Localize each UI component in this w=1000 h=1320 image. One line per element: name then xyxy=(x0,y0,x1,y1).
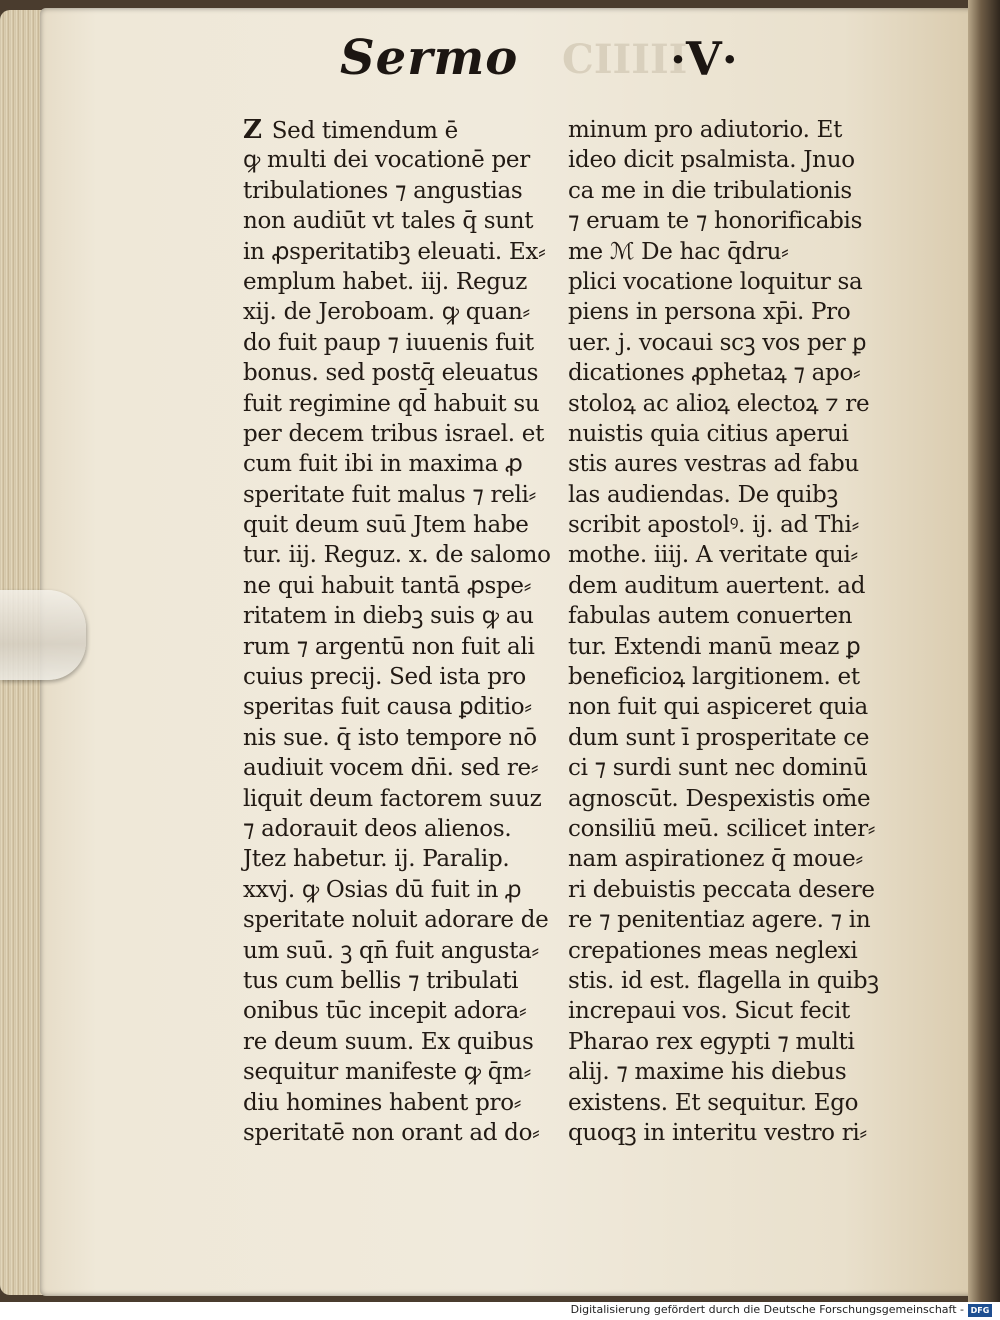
text-line xyxy=(243,510,553,540)
line-text: xij. de Jeroboam. ꝙ quan⸗ xyxy=(243,299,530,326)
running-title: Sermo xyxy=(340,30,519,86)
line-text: dum sunt ī prosperitate ce xyxy=(568,724,870,751)
text-line xyxy=(243,176,553,206)
page-clip xyxy=(0,590,86,680)
text-line xyxy=(568,1057,878,1087)
line-text: nis sue. q̄ isto tempore nō xyxy=(243,724,537,751)
line-text: me ℳ De hac q̄dru⸗ xyxy=(568,238,789,265)
line-text: ne qui habuit tantā ꝓspe⸗ xyxy=(243,572,532,599)
line-text: dem auditum auertent. ad xyxy=(568,572,866,599)
text-line xyxy=(568,753,878,783)
text-line xyxy=(568,540,878,570)
footer-bar xyxy=(0,1302,1000,1320)
line-text: minum pro adiutorio. Et xyxy=(568,117,843,143)
line-text: alij. ⁊ maxime his diebus xyxy=(568,1059,847,1086)
text-line xyxy=(243,601,553,631)
text-column-left xyxy=(243,115,553,1148)
text-line xyxy=(568,145,878,175)
text-line xyxy=(243,358,553,388)
text-line xyxy=(243,905,553,935)
text-line xyxy=(243,449,553,479)
line-text: fabulas autem conuerten xyxy=(568,603,853,630)
line-text: emplum habet. iij. Reguz xyxy=(243,268,528,295)
line-text: ꝙ multi dei vocationē per xyxy=(243,147,530,174)
line-text: non fuit qui aspiceret quia xyxy=(568,694,868,721)
text-line xyxy=(243,297,553,327)
text-line xyxy=(568,1027,878,1057)
text-line xyxy=(243,966,553,996)
line-text: dicationes ꝓphetaꝝ ⁊ apo⸗ xyxy=(568,360,861,387)
line-text: speritatē non orant ad do⸗ xyxy=(243,1119,540,1146)
text-line xyxy=(568,692,878,722)
text-line xyxy=(568,510,878,540)
line-text: xxvj. ꝙ Osias dū fuit in ꝓ xyxy=(243,876,522,903)
line-text: ri debuistis peccata desere xyxy=(568,876,875,903)
text-line xyxy=(243,844,553,874)
text-line xyxy=(243,1057,553,1087)
line-text: diu homines habent pro⸗ xyxy=(243,1089,522,1116)
line-text: beneficioꝝ largitionem. et xyxy=(568,664,860,691)
text-line xyxy=(568,662,878,692)
line-text: tur. Extendi manū meaz ꝑ xyxy=(568,633,861,660)
line-text: in ꝓsperitatibꝫ eleuati. Ex⸗ xyxy=(243,238,546,265)
text-line xyxy=(568,389,878,419)
text-line xyxy=(243,328,553,358)
text-line xyxy=(243,936,553,966)
text-line xyxy=(243,692,553,722)
line-text: tur. iij. Reguz. x. de salomo xyxy=(243,542,551,569)
text-line xyxy=(243,540,553,570)
line-text: um suū. ꝫ qn̄ fuit angusta⸗ xyxy=(243,937,539,964)
text-line xyxy=(243,632,553,662)
text-line xyxy=(568,875,878,905)
line-text: scribit apostolꝰ. ij. ad Thi⸗ xyxy=(568,512,859,539)
line-text: ⁊ adorauit deos alienos. xyxy=(243,815,512,842)
text-line xyxy=(243,206,553,236)
line-text: audiuit vocem dn̄i. sed re⸗ xyxy=(243,755,539,782)
text-line xyxy=(568,571,878,601)
text-line xyxy=(568,206,878,236)
line-text: speritas fuit causa ꝑditio⸗ xyxy=(243,694,532,721)
line-text: mothe. iiij. A veritate qui⸗ xyxy=(568,542,858,569)
line-text: ci ⁊ surdi sunt nec dominū xyxy=(568,755,868,782)
text-line xyxy=(243,784,553,814)
line-text: speritate noluit adorare de xyxy=(243,907,549,934)
line-text: Jtez habetur. ij. Paralip. xyxy=(243,846,510,873)
line-text: las audiendas. De quibꝫ xyxy=(568,481,838,508)
text-line xyxy=(568,358,878,388)
line-text: crepationes meas neglexi xyxy=(568,937,858,964)
funding-credit: Digitalisierung gefördert durch die Deutsche Forschungsgemeinschaft - xyxy=(570,1303,964,1316)
line-text: stis aures vestras ad fabu xyxy=(568,451,859,478)
text-line xyxy=(568,237,878,267)
text-line xyxy=(568,996,878,1026)
line-text: do fuit paup ⁊ iuuenis fuit xyxy=(243,329,534,356)
text-line xyxy=(568,844,878,874)
line-text: increpaui vos. Sicut fecit xyxy=(568,998,851,1025)
text-line xyxy=(243,723,553,753)
line-text: quit deum suū Jtem habe xyxy=(243,512,529,539)
initial-capital: Z xyxy=(243,115,262,145)
line-text: re ⁊ penitentiaz agere. ⁊ in xyxy=(568,907,871,934)
line-text: cuius precij. Sed ista pro xyxy=(243,664,526,691)
line-text: rum ⁊ argentū non fuit ali xyxy=(243,633,535,660)
text-line xyxy=(243,662,553,692)
text-line xyxy=(243,1027,553,1057)
show-through-text: CIIIII xyxy=(562,36,688,83)
line-text: ideo dicit psalmista. Jnuo xyxy=(568,147,855,174)
text-line xyxy=(243,753,553,783)
line-text: bonus. sed postq̄ eleuatus xyxy=(243,360,539,387)
text-line xyxy=(568,632,878,662)
line-text: Pharao rex egypti ⁊ multi xyxy=(568,1028,855,1055)
line-text: re deum suum. Ex quibus xyxy=(243,1028,534,1055)
text-line xyxy=(243,996,553,1026)
line-text: non audiūt vt tales q̄ sunt xyxy=(243,208,534,235)
text-line xyxy=(568,1088,878,1118)
text-line xyxy=(568,115,878,145)
line-text: stoloꝝ ac alioꝝ electoꝝ ⁊ re xyxy=(568,390,870,417)
text-line xyxy=(243,145,553,175)
text-line xyxy=(568,1118,878,1148)
text-line xyxy=(568,297,878,327)
line-text: uer. j. vocaui scꝫ vos per ꝑ xyxy=(568,329,867,356)
text-line xyxy=(568,267,878,297)
line-text: fuit regimine qd̄ habuit su xyxy=(243,390,540,417)
text-line xyxy=(243,571,553,601)
text-line xyxy=(243,814,553,844)
text-line xyxy=(243,237,553,267)
text-line xyxy=(568,449,878,479)
text-line xyxy=(568,936,878,966)
line-text: ritatem in diebꝫ suis ꝙ au xyxy=(243,603,534,630)
line-text: cum fuit ibi in maxima ꝓ xyxy=(243,451,523,478)
text-line xyxy=(243,115,553,145)
line-text: per decem tribus israel. et xyxy=(243,420,545,447)
text-line xyxy=(568,905,878,935)
text-column-right xyxy=(568,115,878,1148)
page-header xyxy=(340,30,780,100)
text-line xyxy=(568,176,878,206)
line-text: speritate fuit malus ⁊ reli⸗ xyxy=(243,481,536,508)
line-text: agnoscūt. Despexistis om̄e xyxy=(568,785,871,812)
text-line xyxy=(243,480,553,510)
text-line xyxy=(568,328,878,358)
text-line xyxy=(243,1088,553,1118)
text-line xyxy=(243,419,553,449)
dfg-logo: DFG xyxy=(968,1304,992,1317)
text-line xyxy=(568,419,878,449)
line-text: sequitur manifeste ꝙ q̄m⸗ xyxy=(243,1059,532,1086)
text-line xyxy=(568,601,878,631)
line-text: tribulationes ⁊ angustias xyxy=(243,177,523,204)
line-text: plici vocatione loquitur sa xyxy=(568,268,863,295)
line-text: consiliū meū. scilicet inter⸗ xyxy=(568,815,876,842)
text-line xyxy=(568,814,878,844)
text-line xyxy=(243,875,553,905)
line-text: ⁊ eruam te ⁊ honorificabis xyxy=(568,208,863,235)
line-text: nam aspirationez q̄ moue⸗ xyxy=(568,846,863,873)
line-text: nuistis quia citius aperui xyxy=(568,420,849,447)
line-text: ca me in die tribulationis xyxy=(568,177,852,204)
line-text: stis. id est. flagella in quibꝫ xyxy=(568,967,879,994)
text-line xyxy=(243,1118,553,1148)
line-text: quoqꝫ in interitu vestro ri⸗ xyxy=(568,1119,867,1146)
text-line xyxy=(568,480,878,510)
text-line xyxy=(243,389,553,419)
text-line xyxy=(568,723,878,753)
line-text: liquit deum factorem suuz xyxy=(243,785,542,812)
line-text: Sed timendum ē xyxy=(271,118,458,144)
sermon-number: ·V· xyxy=(670,32,738,86)
text-line xyxy=(243,267,553,297)
line-text: piens in persona xp̄i. Pro xyxy=(568,299,851,326)
text-line xyxy=(568,966,878,996)
text-line xyxy=(568,784,878,814)
line-text: existens. Et sequitur. Ego xyxy=(568,1089,859,1116)
line-text: tus cum bellis ⁊ tribulati xyxy=(243,967,519,994)
line-text: onibus tūc incepit adora⸗ xyxy=(243,998,527,1025)
book-gutter xyxy=(968,0,1000,1302)
